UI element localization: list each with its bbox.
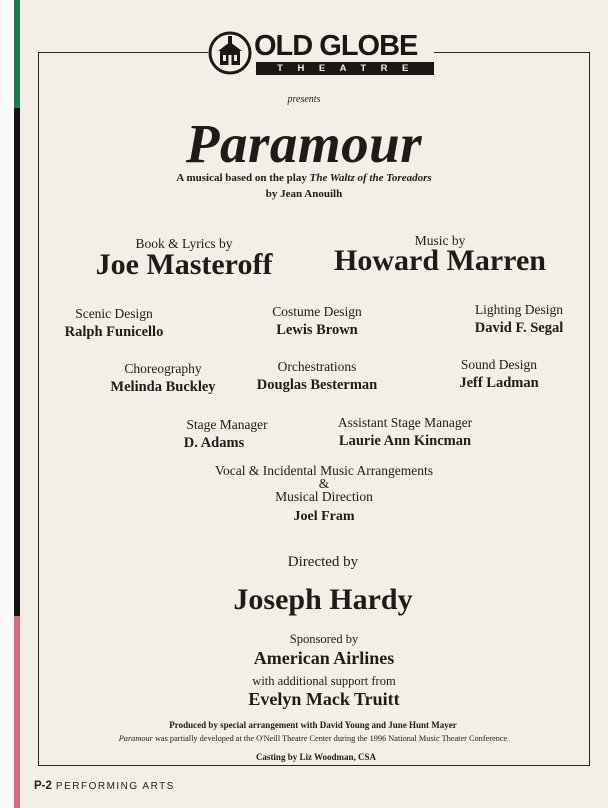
- musical-direction-label: Musical Direction: [275, 489, 373, 504]
- page-number: P-2: [34, 780, 52, 792]
- vocal-ampersand: &: [318, 476, 330, 491]
- sponsor-label: Sponsored by: [289, 632, 359, 646]
- scenic-label: Scenic Design: [75, 306, 153, 321]
- sound-label: Sound Design: [460, 357, 538, 372]
- lighting-name: David F. Segal: [474, 320, 564, 336]
- developed-show-title: Paramour: [118, 734, 153, 743]
- edge-strip-black: [14, 108, 20, 616]
- director-name: Joseph Hardy: [233, 583, 413, 616]
- sponsor-name: American Airlines: [253, 648, 395, 668]
- orchestrations-label: Orchestrations: [277, 359, 357, 374]
- old-globe-logo: [208, 30, 434, 78]
- support-name: Evelyn Mack Truitt: [248, 689, 400, 709]
- director-label: Directed by: [287, 554, 359, 570]
- support-label: with additional support from: [252, 674, 396, 688]
- book-lyrics-name: Joe Masteroff: [95, 248, 273, 281]
- developed-credit: [0, 734, 608, 743]
- logo-wordmark: OLD GLOBE: [254, 30, 418, 62]
- costume-name: Lewis Brown: [276, 322, 358, 338]
- logo-subtitle: THEATRE: [256, 62, 434, 75]
- developed-text: was partially developed at the O'Neill Theatre Center during the 1996 National Music Theater Conference: [154, 734, 508, 743]
- presents-text: presents: [287, 94, 321, 105]
- show-title: Paramour: [185, 113, 423, 174]
- choreography-name: Melinda Buckley: [110, 379, 216, 395]
- produced-credit: Produced by special arrangement with David Young and June Hunt Mayer: [169, 720, 457, 730]
- book-lyrics-label: Book & Lyrics by: [135, 236, 233, 251]
- globe-theatre-building-icon: [208, 30, 252, 76]
- based-on-author: by Jean Anouilh: [265, 188, 343, 200]
- based-on-play-title: The Waltz of the Toreadors: [309, 172, 432, 184]
- page-footer: [34, 780, 175, 792]
- stage-manager-label: Stage Manager: [186, 417, 268, 432]
- casting-credit: Casting by Liz Woodman, CSA: [255, 752, 377, 762]
- asst-stage-manager-name: Laurie Ann Kincman: [338, 433, 472, 449]
- choreography-label: Choreography: [124, 361, 202, 376]
- stage-manager-name: D. Adams: [183, 435, 245, 451]
- orchestrations-name: Douglas Besterman: [256, 377, 378, 393]
- musical-direction-name: Joel Fram: [293, 509, 355, 524]
- music-label: Music by: [414, 233, 466, 248]
- scenic-name: Ralph Funicello: [64, 324, 164, 340]
- music-name: Howard Marren: [334, 244, 546, 277]
- vocal-arrangements-label: Vocal & Incidental Music Arrangements: [215, 463, 433, 478]
- based-on-line: [0, 172, 608, 184]
- asst-stage-manager-label: Assistant Stage Manager: [337, 415, 473, 430]
- edge-strip-green: [14, 0, 20, 108]
- publication-name: PERFORMING ARTS: [55, 781, 175, 792]
- costume-label: Costume Design: [272, 304, 362, 319]
- lighting-label: Lighting Design: [474, 302, 564, 317]
- based-on-prefix: A musical based on the play: [176, 172, 307, 184]
- sound-name: Jeff Ladman: [459, 375, 539, 391]
